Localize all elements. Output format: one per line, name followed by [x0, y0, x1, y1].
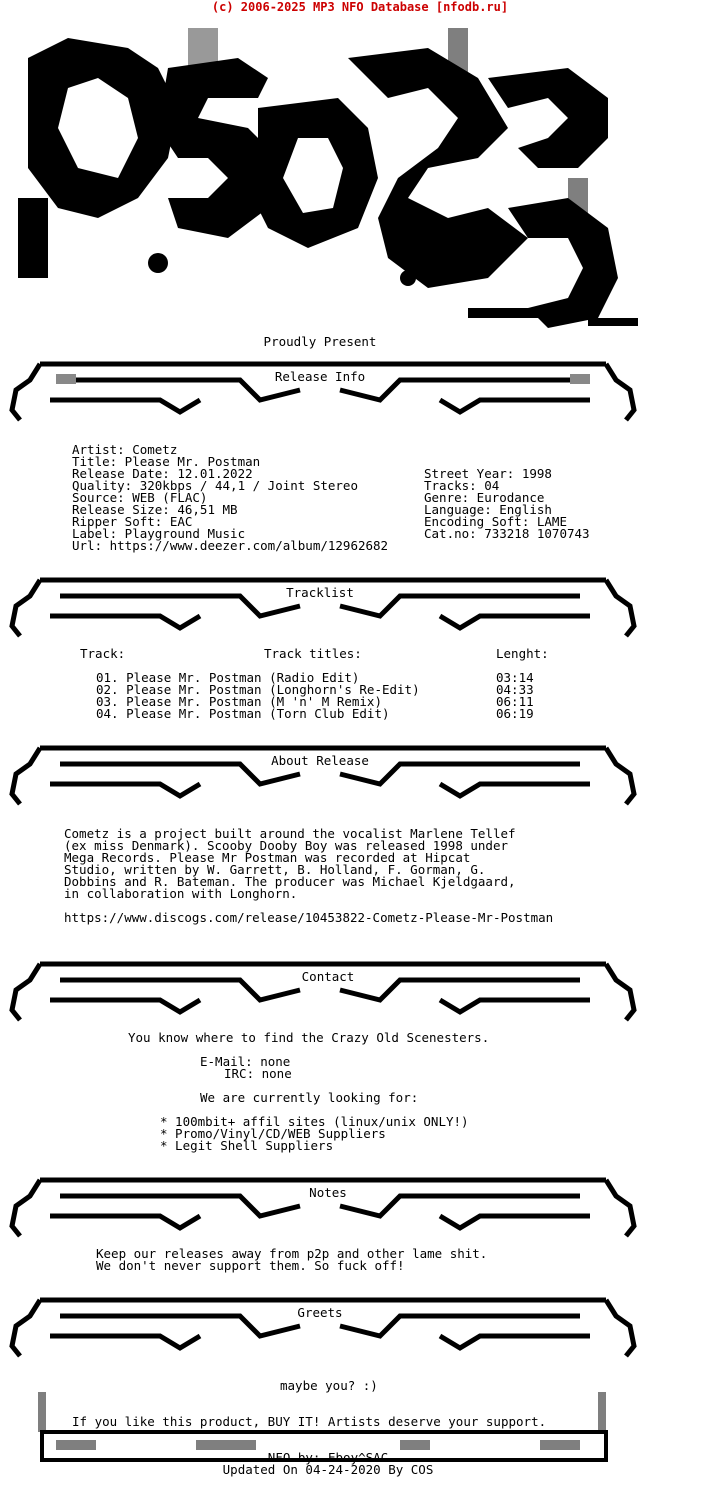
release-encoding: Encoding Soft: LAME — [424, 514, 567, 529]
buy-it-notice: If you like this product, BUY IT! Artists deserve your support. — [72, 1414, 547, 1429]
track-title: 03. Please Mr. Postman (M 'n' M Remix) — [96, 694, 382, 709]
about-title: About Release — [0, 754, 640, 768]
proudly-present: Proudly Present — [263, 334, 377, 349]
release-genre: Genre: Eurodance — [424, 490, 545, 505]
release-label: Label: Playground Music — [72, 526, 246, 541]
copyright-banner: (c) 2006-2025 MP3 NFO Database [nfodb.ru] — [211, 0, 509, 14]
nfo-by: NFO by: Eboy^SAC — [267, 1450, 389, 1465]
greets-line: maybe you? :) — [280, 1378, 378, 1393]
track-title: 01. Please Mr. Postman (Radio Edit) — [96, 670, 360, 685]
contact-item: * Promo/Vinyl/CD/WEB Suppliers — [160, 1126, 386, 1141]
release-tracks: Tracks: 04 — [424, 478, 500, 493]
about-line: Cometz is a project built around the vocalist Marlene Tellef — [64, 826, 516, 841]
tracklist-head-track: Track: — [80, 646, 126, 661]
contact-irc: IRC: none — [224, 1066, 292, 1081]
release-url: Url: https://www.deezer.com/album/12962682 — [72, 538, 389, 553]
track-length: 06:11 — [496, 694, 534, 709]
about-line: in collaboration with Longhorn. — [64, 886, 298, 901]
about-line: Studio, written by W. Garrett, B. Holland, F. Gorman, G. — [64, 862, 486, 877]
track-length: 06:19 — [496, 706, 534, 721]
contact-title: Contact — [8, 970, 648, 984]
track-length: 04:33 — [496, 682, 534, 697]
release-quality: Quality: 320kbps / 44,1 / Joint Stereo — [72, 478, 358, 493]
release-date: Release Date: 12.01.2022 — [72, 466, 253, 481]
release-catno: Cat.no: 733218 1070743 — [424, 526, 590, 541]
contact-email: E-Mail: none — [200, 1054, 291, 1069]
release-street-year: Street Year: 1998 — [424, 466, 552, 481]
contact-looking: We are currently looking for: — [200, 1090, 419, 1105]
group-logo — [8, 18, 648, 338]
release-size: Release Size: 46,51 MB — [72, 502, 238, 517]
updated-on: Updated On 04-24-2020 By COS — [222, 1462, 434, 1477]
about-line: (ex miss Denmark). Scooby Dooby Boy was released 1998 under — [64, 838, 509, 853]
track-length: 03:14 — [496, 670, 534, 685]
notes-line: We don't never support them. So fuck off! — [96, 1258, 405, 1273]
release-title: Title: Please Mr. Postman — [72, 454, 261, 469]
release-source: Source: WEB (FLAC) — [72, 490, 208, 505]
notes-title: Notes — [8, 1186, 648, 1200]
tracklist-head-titles: Track titles: — [264, 646, 362, 661]
greets-title: Greets — [0, 1306, 640, 1320]
tracklist-head-length: Lenght: — [496, 646, 549, 661]
contact-item: * Legit Shell Suppliers — [160, 1138, 334, 1153]
contact-intro: You know where to find the Crazy Old Scenesters. — [128, 1030, 490, 1045]
about-line: Dobbins and R. Bateman. The producer was Michael Kjeldgaard, — [64, 874, 516, 889]
contact-item: * 100mbit+ affil sites (linux/unix ONLY!) — [160, 1114, 469, 1129]
tracklist-title: Tracklist — [0, 586, 640, 600]
release-ripper: Ripper Soft: EAC — [72, 514, 193, 529]
release-language: Language: English — [424, 502, 552, 517]
notes-line: Keep our releases away from p2p and other lame shit. — [96, 1246, 488, 1261]
about-line: Mega Records. Please Mr Postman was recorded at Hipcat — [64, 850, 471, 865]
release-artist: Artist: Cometz — [72, 442, 178, 457]
track-title: 02. Please Mr. Postman (Longhorn's Re-Edit) — [96, 682, 420, 697]
track-title: 04. Please Mr. Postman (Torn Club Edit) — [96, 706, 390, 721]
release-info-title: Release Info — [0, 370, 640, 384]
discogs-link[interactable]: https://www.discogs.com/release/10453822-Cometz-Please-Mr-Postman — [64, 910, 554, 925]
